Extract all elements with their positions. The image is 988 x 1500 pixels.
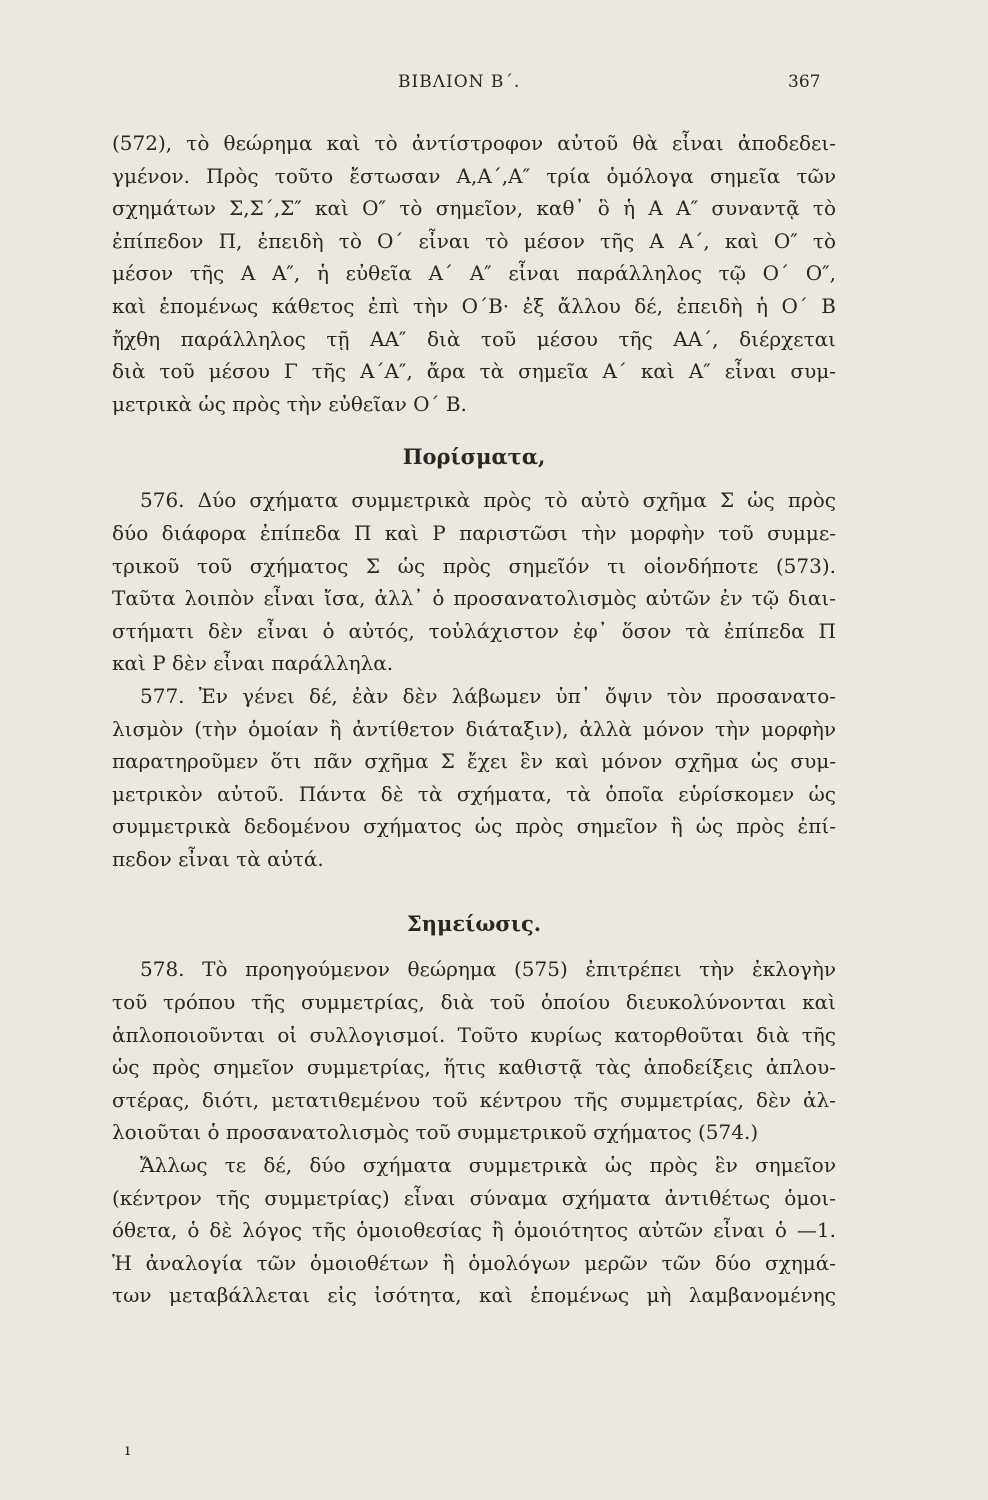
- text-line: λοιοῦται ὁ προσανατολισμὸς τοῦ συμμετρικοῦ σχήματος (574.): [112, 1120, 759, 1145]
- text-line: 578. Τὸ προηγούμενον θεώρημα (575) ἐπιτρέπει τὴν ἐκλογὴν: [140, 957, 836, 982]
- margin-mark: ı: [125, 1440, 131, 1459]
- text-line: στέρας, διότι, μετατιθεμένου τοῦ κέντρου τῆς συμμετρίας, δὲν ἀλ-: [112, 1087, 836, 1112]
- text-line: γμένον. Πρὸς τοῦτο ἔστωσαν Α,Α΄,Α″ τρία ὁμόλογα σημεῖα τῶν: [112, 163, 836, 188]
- text-line: τρικοῦ τοῦ σχήματος Σ ὡς πρὸς σημεῖόν τι οἱονδήποτε (573).: [112, 553, 836, 578]
- paragraph-577: [112, 680, 836, 876]
- text-line: (κέντρον τῆς συμμετρίας) εἶναι σύναμα σχήματα ἀντιθέτως ὁμοι-: [112, 1185, 836, 1210]
- text-line: Ἡ ἀναλογία τῶν ὁμοιοθέτων ἢ ὁμολόγων μερῶν τῶν δύο σχημά-: [112, 1250, 836, 1275]
- text-line: καὶ ἑπομένως κάθετος ἐπὶ τὴν Ο΄Β· ἐξ ἄλλου δέ, ἐπειδὴ ἡ Ο΄ Β: [112, 293, 836, 318]
- paragraph-576: [112, 484, 836, 680]
- section-heading-porismata: Πορίσματα,: [402, 444, 546, 470]
- paragraph-continuation: [112, 127, 836, 420]
- text-line: 576. Δύο σχήματα συμμετρικὰ πρὸς τὸ αὐτὸ σχῆμα Σ ὡς πρὸς: [140, 488, 836, 513]
- text-line: τοῦ τρόπου τῆς συμμετρίας, διὰ τοῦ ὁποίου διευκολύνονται καὶ: [112, 990, 836, 1015]
- text-line: ἁπλοποιοῦνται οἱ συλλογισμοί. Τοῦτο κυρίως κατορθοῦται διὰ τῆς: [112, 1022, 836, 1047]
- text-line: μετρικὸν αὐτοῦ. Πάντα δὲ τὰ σχήματα, τὰ ὁποῖα εὑρίσκομεν ὡς: [112, 781, 836, 806]
- text-line: παρατηροῦμεν ὅτι πᾶν σχῆμα Σ ἔχει ἓν καὶ μόνον σχῆμα ὡς συμ-: [112, 749, 836, 774]
- text-line: (572), τὸ θεώρημα καὶ τὸ ἀντίστροφον αὐτοῦ θὰ εἶναι ἀποδεδει-: [112, 131, 836, 155]
- text-line: πεδον εἶναι τὰ αὐτά.: [112, 846, 324, 871]
- text-line: μέσον τῆς Α Α″, ἡ εὐθεῖα Α΄ Α″ εἶναι παράλληλος τῷ Ο΄ Ο″,: [112, 261, 836, 286]
- running-title: ΒΙΒΛΙΟΝ Β΄.: [398, 72, 521, 92]
- page-number: 367: [788, 72, 821, 92]
- paragraph-allos: [112, 1149, 836, 1312]
- text-line: στήματι δὲν εἶναι ὁ αὐτός, τοὐλάχιστον ἐφ᾽ ὅσον τὰ ἐπίπεδα Π: [112, 618, 836, 643]
- text-line: Ταῦτα λοιπὸν εἶναι ἴσα, ἀλλ᾽ ὁ προσανατολισμὸς αὐτῶν ἐν τῷ διαι-: [112, 586, 836, 611]
- text-line: όθετα, ὁ δὲ λόγος τῆς ὁμοιοθεσίας ἢ ὁμοιότητος αὐτῶν εἶναι ὁ —1.: [112, 1218, 836, 1243]
- text-line: των μεταβάλλεται εἰς ἰσότητα, καὶ ἑπομένως μὴ λαμβανομένης: [112, 1283, 836, 1308]
- text-line: 577. Ἐν γένει δέ, ἐὰν δὲν λάβωμεν ὑπ᾽ ὄψιν τὸν προσανατο-: [140, 683, 836, 708]
- text-line: μετρικὰ ὡς πρὸς τὴν εὐθεῖαν Ο΄ Β.: [112, 391, 467, 416]
- text-line: ὡς πρὸς σημεῖον συμμετρίας, ἥτις καθιστᾷ τὰς ἀποδείξεις ἁπλου-: [112, 1055, 836, 1080]
- paragraph-578: [112, 953, 836, 1149]
- text-line: δύο διάφορα ἐπίπεδα Π καὶ Ρ παριστῶσι τὴν μορφὴν τοῦ συμμε-: [112, 520, 836, 545]
- body-text: [112, 127, 836, 1312]
- text-line: ἤχθη παράλληλος τῇ ΑΑ″ διὰ τοῦ μέσου τῆς ΑΑ΄, διέρχεται: [112, 326, 836, 351]
- text-line: ἐπίπεδον Π, ἐπειδὴ τὸ Ο΄ εἶναι τὸ μέσον τῆς Α Α΄, καὶ Ο″ τὸ: [112, 228, 836, 253]
- section-heading-simeiosis: Σημείωσις.: [406, 911, 542, 937]
- text-line: διὰ τοῦ μέσου Γ τῆς Α΄Α″, ἄρα τὰ σημεῖα Α΄ καὶ Α″ εἶναι συμ-: [112, 359, 836, 384]
- text-line: λισμὸν (τὴν ὁμοίαν ἢ ἀντίθετον διάταξιν), ἀλλὰ μόνον τὴν μορφὴν: [112, 716, 836, 741]
- text-line: συμμετρικὰ δεδομένου σχήματος ὡς πρὸς σημεῖον ἢ ὡς πρὸς ἐπί-: [112, 814, 836, 839]
- text-line: καὶ Ρ δὲν εἶναι παράλληλα.: [112, 651, 394, 676]
- text-line: Ἄλλως τε δέ, δύο σχήματα συμμετρικὰ ὡς πρὸς ἓν σημεῖον: [140, 1153, 836, 1178]
- page-header: [0, 72, 988, 102]
- text-line: σχημάτων Σ,Σ΄,Σ″ καὶ Ο″ τὸ σημεῖον, καθ᾽ ὃ ἡ Α Α″ συναντᾷ τὸ: [112, 196, 836, 221]
